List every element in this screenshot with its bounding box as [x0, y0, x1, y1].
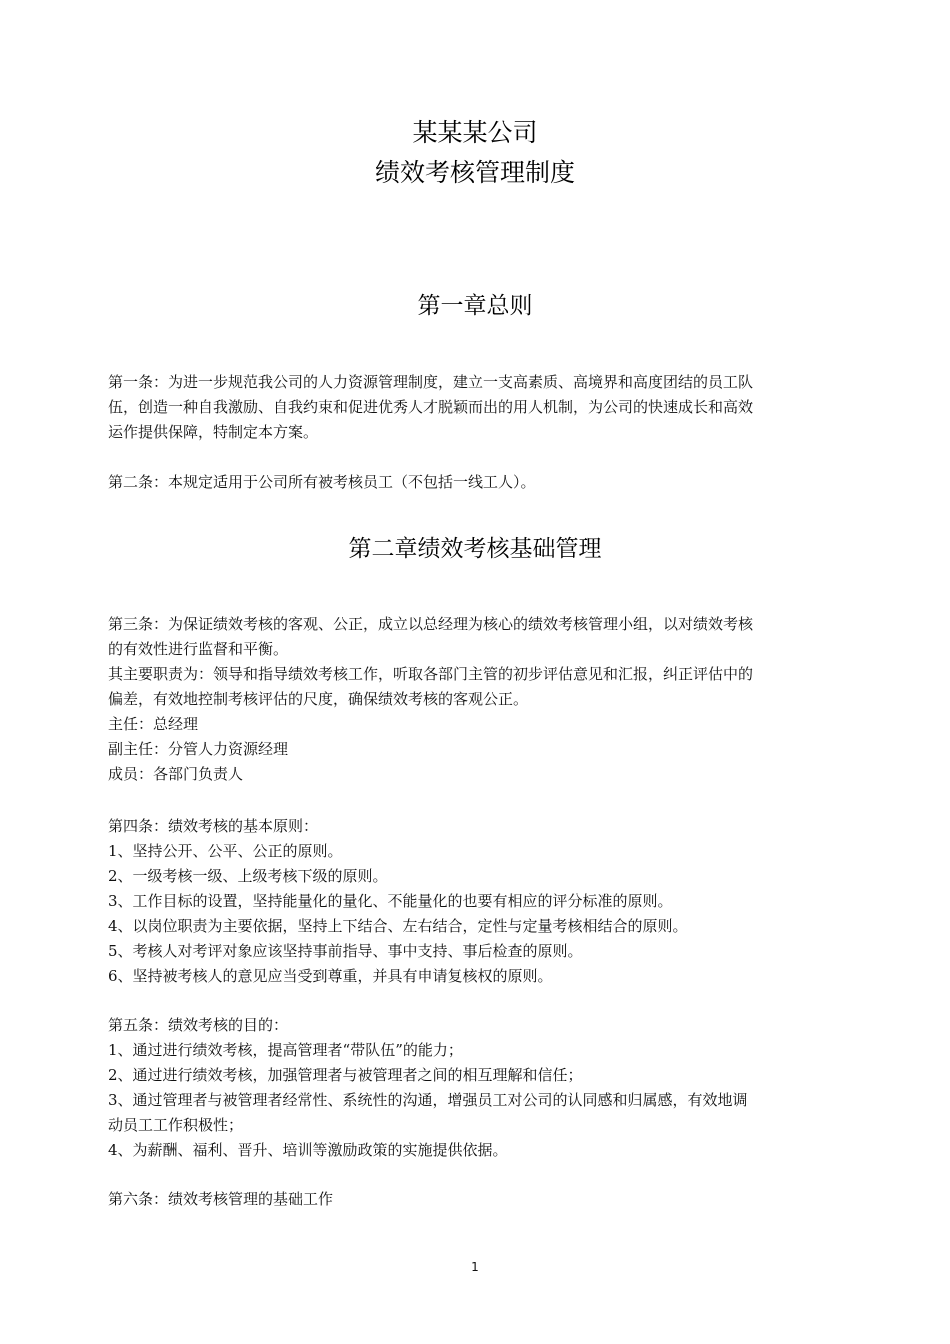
document-title: 绩效考核管理制度	[374, 158, 575, 187]
article-1-line: 运作提供保障，特制定本方案。	[108, 423, 319, 441]
article-6	[108, 1187, 843, 1212]
article-5-line: 动员工工作积极性；	[108, 1116, 244, 1134]
article-5	[108, 1013, 843, 1163]
article-5-line: 3、通过管理者与被管理者经常性、系统性的沟通，增强员工对公司的认同感和归属感，有效地调	[108, 1091, 748, 1109]
article-5-line: 1、通过进行绩效考核，提高管理者“带队伍”的能力；	[108, 1041, 463, 1059]
article-4	[108, 814, 843, 989]
article-6-line: 第六条：绩效考核管理的基础工作	[108, 1190, 334, 1208]
page-number: 1	[471, 1260, 479, 1274]
chapter-1-heading: 第一章总则	[417, 293, 533, 319]
article-1-line: 伍，创造一种自我激励、自我约束和促进优秀人才脱颖而出的用人机制，为公司的快速成长和高效	[108, 398, 754, 416]
article-2	[108, 470, 843, 495]
article-4-line: 6、坚持被考核人的意见应当受到尊重，并具有申请复核权的原则。	[108, 967, 553, 985]
article-4-line: 第四条：绩效考核的基本原则：	[108, 817, 319, 835]
article-3-line: 成员：各部门负责人	[108, 765, 244, 783]
article-4-line: 3、工作目标的设置，坚持能量化的量化、不能量化的也要有相应的评分标准的原则。	[108, 892, 673, 910]
article-4-line: 4、以岗位职责为主要依据，坚持上下结合、左右结合，定性与定量考核相结合的原则。	[108, 917, 688, 935]
article-3-line: 的有效性进行监督和平衡。	[108, 640, 289, 658]
article-2-line: 第二条：本规定适用于公司所有被考核员工（不包括一线工人）。	[108, 473, 536, 491]
company-title: 某某某公司	[412, 118, 538, 147]
article-3-line: 其主要职责为：领导和指导绩效考核工作，听取各部门主管的初步评估意见和汇报，纠正评估中的	[108, 665, 754, 683]
article-1-line: 第一条：为进一步规范我公司的人力资源管理制度，建立一支高素质、高境界和高度团结的员工队	[108, 373, 754, 391]
article-5-line: 第五条：绩效考核的目的：	[108, 1016, 289, 1034]
article-3-line: 第三条：为保证绩效考核的客观、公正，成立以总经理为核心的绩效考核管理小组，以对绩效考核	[108, 615, 754, 633]
article-4-line: 1、坚持公开、公平、公正的原则。	[108, 842, 343, 860]
chapter-2-heading: 第二章绩效考核基础管理	[348, 536, 602, 562]
article-1	[108, 370, 843, 445]
article-4-line: 2、一级考核一级、上级考核下级的原则。	[108, 867, 388, 885]
article-3	[108, 612, 843, 787]
article-4-line: 5、考核人对考评对象应该坚持事前指导、事中支持、事后检查的原则。	[108, 942, 583, 960]
article-3-line: 偏差，有效地控制考核评估的尺度，确保绩效考核的客观公正。	[108, 690, 529, 708]
article-3-line: 副主任：分管人力资源经理	[108, 740, 289, 758]
article-5-line: 2、通过进行绩效考核，加强管理者与被管理者之间的相互理解和信任；	[108, 1066, 583, 1084]
article-3-line: 主任：总经理	[108, 715, 199, 733]
article-5-line: 4、为薪酬、福利、晋升、培训等激励政策的实施提供依据。	[108, 1141, 508, 1159]
